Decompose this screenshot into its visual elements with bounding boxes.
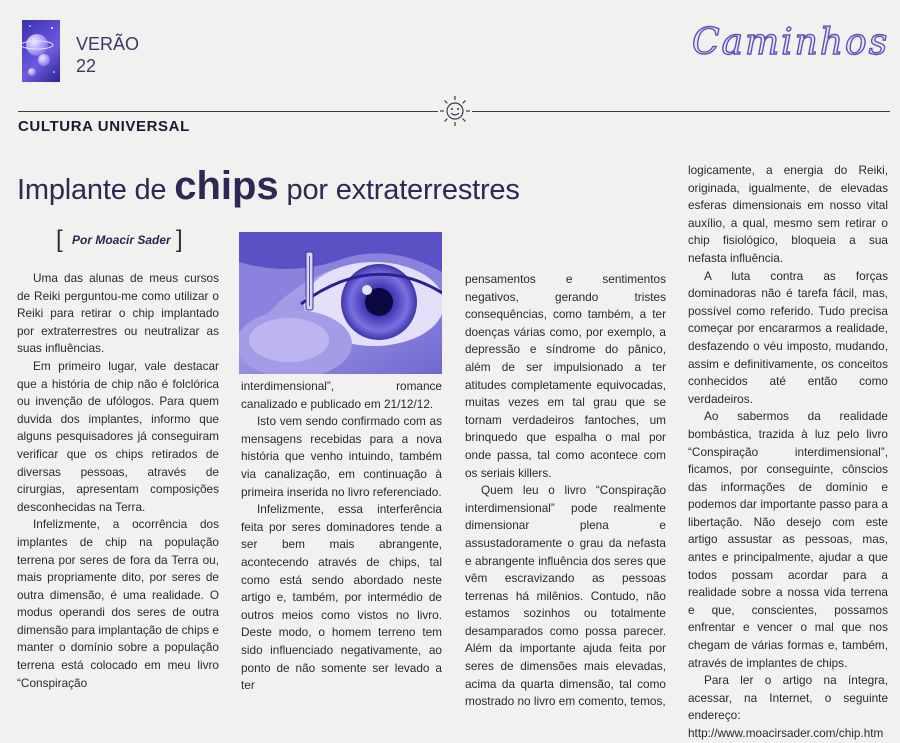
paragraph: pensamentos e sentimentos negativos, gerando tristes consequências, como também, a ter doenças várias como, por exemplo, a depressão e síndrome do pânico, além de ser impulsionado a ter atitudes completamente equivocadas, muitas vezes em tal grau que se tornam verdadeiros fantoches, um brinquedo que espalha o mal por onde passa, tal como acontece com os seriais killers. — [465, 272, 666, 480]
planets-logo — [22, 20, 60, 82]
paragraph: Para ler o artigo na íntegra, acessar, na Internet, o seguinte endereço: http://www.moacirsader.com/chip.htm — [688, 673, 888, 740]
byline-bracket-left: [ — [56, 226, 63, 253]
paragraph: logicamente, a energia do Reiki, originada, igualmente, de elevadas esferas dimensionais em nosso vital auxílio, a qual, mesmo sem retirar o chip fisiológico, bloqueia a sua nefasta influência. — [688, 163, 888, 265]
byline-bracket-right: ] — [176, 226, 183, 253]
article-column-2 — [241, 378, 442, 695]
paragraph: A luta contra as forças dominadoras não é tarefa fácil, mas, possível como referido. Tudo precisa começar por encararmos a realidade, desfazendo o véu imposto, mudando, assim e definitivamente, os conceitos conhecidos até então como verdadeiros. — [688, 268, 888, 406]
article-column-3 — [465, 271, 666, 711]
section-title: CULTURA UNIVERSAL — [18, 118, 190, 135]
article-column-1 — [17, 270, 219, 692]
byline: Por Moacir Sader — [72, 233, 171, 247]
paragraph: Infelizmente, essa interferência feita por seres dominadores tende a ser bem mais abrangente, acontecendo através de chips, tal como está sendo abordado neste artigo e, também, por intermédio de outros meios como vistos no livro. Deste modo, o homem terreno tem sido influenciado negativamente, ao ponto de não somente ser levado a ter — [241, 502, 442, 693]
headline-emphasis: chips — [174, 164, 279, 208]
brand-logo: Caminhos — [692, 22, 890, 63]
orbit-icon — [22, 20, 60, 82]
eye-with-chip-photo — [239, 232, 442, 374]
headline-suffix: por extraterrestres — [286, 174, 520, 206]
article-headline — [17, 164, 520, 209]
paragraph: Ao sabermos da realidade bombástica, trazida à luz pelo livro “Conspiração interdimensional”, ficamos, por conseguinte, cônscios das informações de domínio e podemos dar importante passo para a libertação. Não desejo com este artigo assustar as pessoas, mas, antes e principalmente, ajudar a que todos possam acordar para a realidade sobre a nossa vida terrena e que, conscientes, possamos enfrentar e vencer o mal que nos chegam de várias formas e, também, através de implantes de chips. — [688, 409, 888, 670]
smiling-sun-icon — [438, 94, 472, 128]
paragraph: Quem leu o livro “Conspiração interdimensional” pode realmente dimensionar plena e assustadoramente o grau da nefasta e abrangente influência dos seres que vêm escravizando as pessoas terrenas há milênios. Contudo, não estamos sozinhos ou totalmente desamparados como possa parecer. Além da importante ajuda feita por seres de dimensões mais elevadas, acima da quarta dimensão, tal como mostrado no livro em comento, temos, — [465, 483, 666, 709]
paragraph: Isto vem sendo confirmado com as mensagens recebidas para a nova história que venho intuindo, também via canalização, em continuação à primeira inserida no livro referenciado. — [241, 414, 442, 499]
headline-prefix: Implante de — [17, 174, 167, 206]
paragraph: Infelizmente, a ocorrência dos implantes de chip na população terrena por seres de fora da Terra ou, mais propriamente dito, por seres de outra dimensão, é uma realidade. O modus operandi dos seres de outra dimensão para implantação de chips e manter o domínio sobre a população terrena está colocado em meu livro “Conspiração — [17, 517, 219, 690]
paragraph: Em primeiro lugar, vale destacar que a história de chip não é folclórica ou invenção de ufólogos. Para quem duvida dos implantes, informo que alguns pesquisadores já conseguiram verificar que os chips retirados de diversas pessoas, através de cirurgias, apresentam composições desconhecidas na Terra. — [17, 358, 219, 514]
paragraph: Uma das alunas de meus cursos de Reiki perguntou-me como utilizar o Reiki para retirar o chip implantado por extraterrestres ou neutralizar as suas influências. — [17, 271, 219, 356]
article-column-4 — [688, 162, 888, 743]
page-number: 22 — [76, 56, 97, 76]
season-label: VERÃO — [76, 34, 140, 54]
paragraph: interdimensional”, romance canalizado e publicado em 21/12/12. — [241, 379, 442, 411]
